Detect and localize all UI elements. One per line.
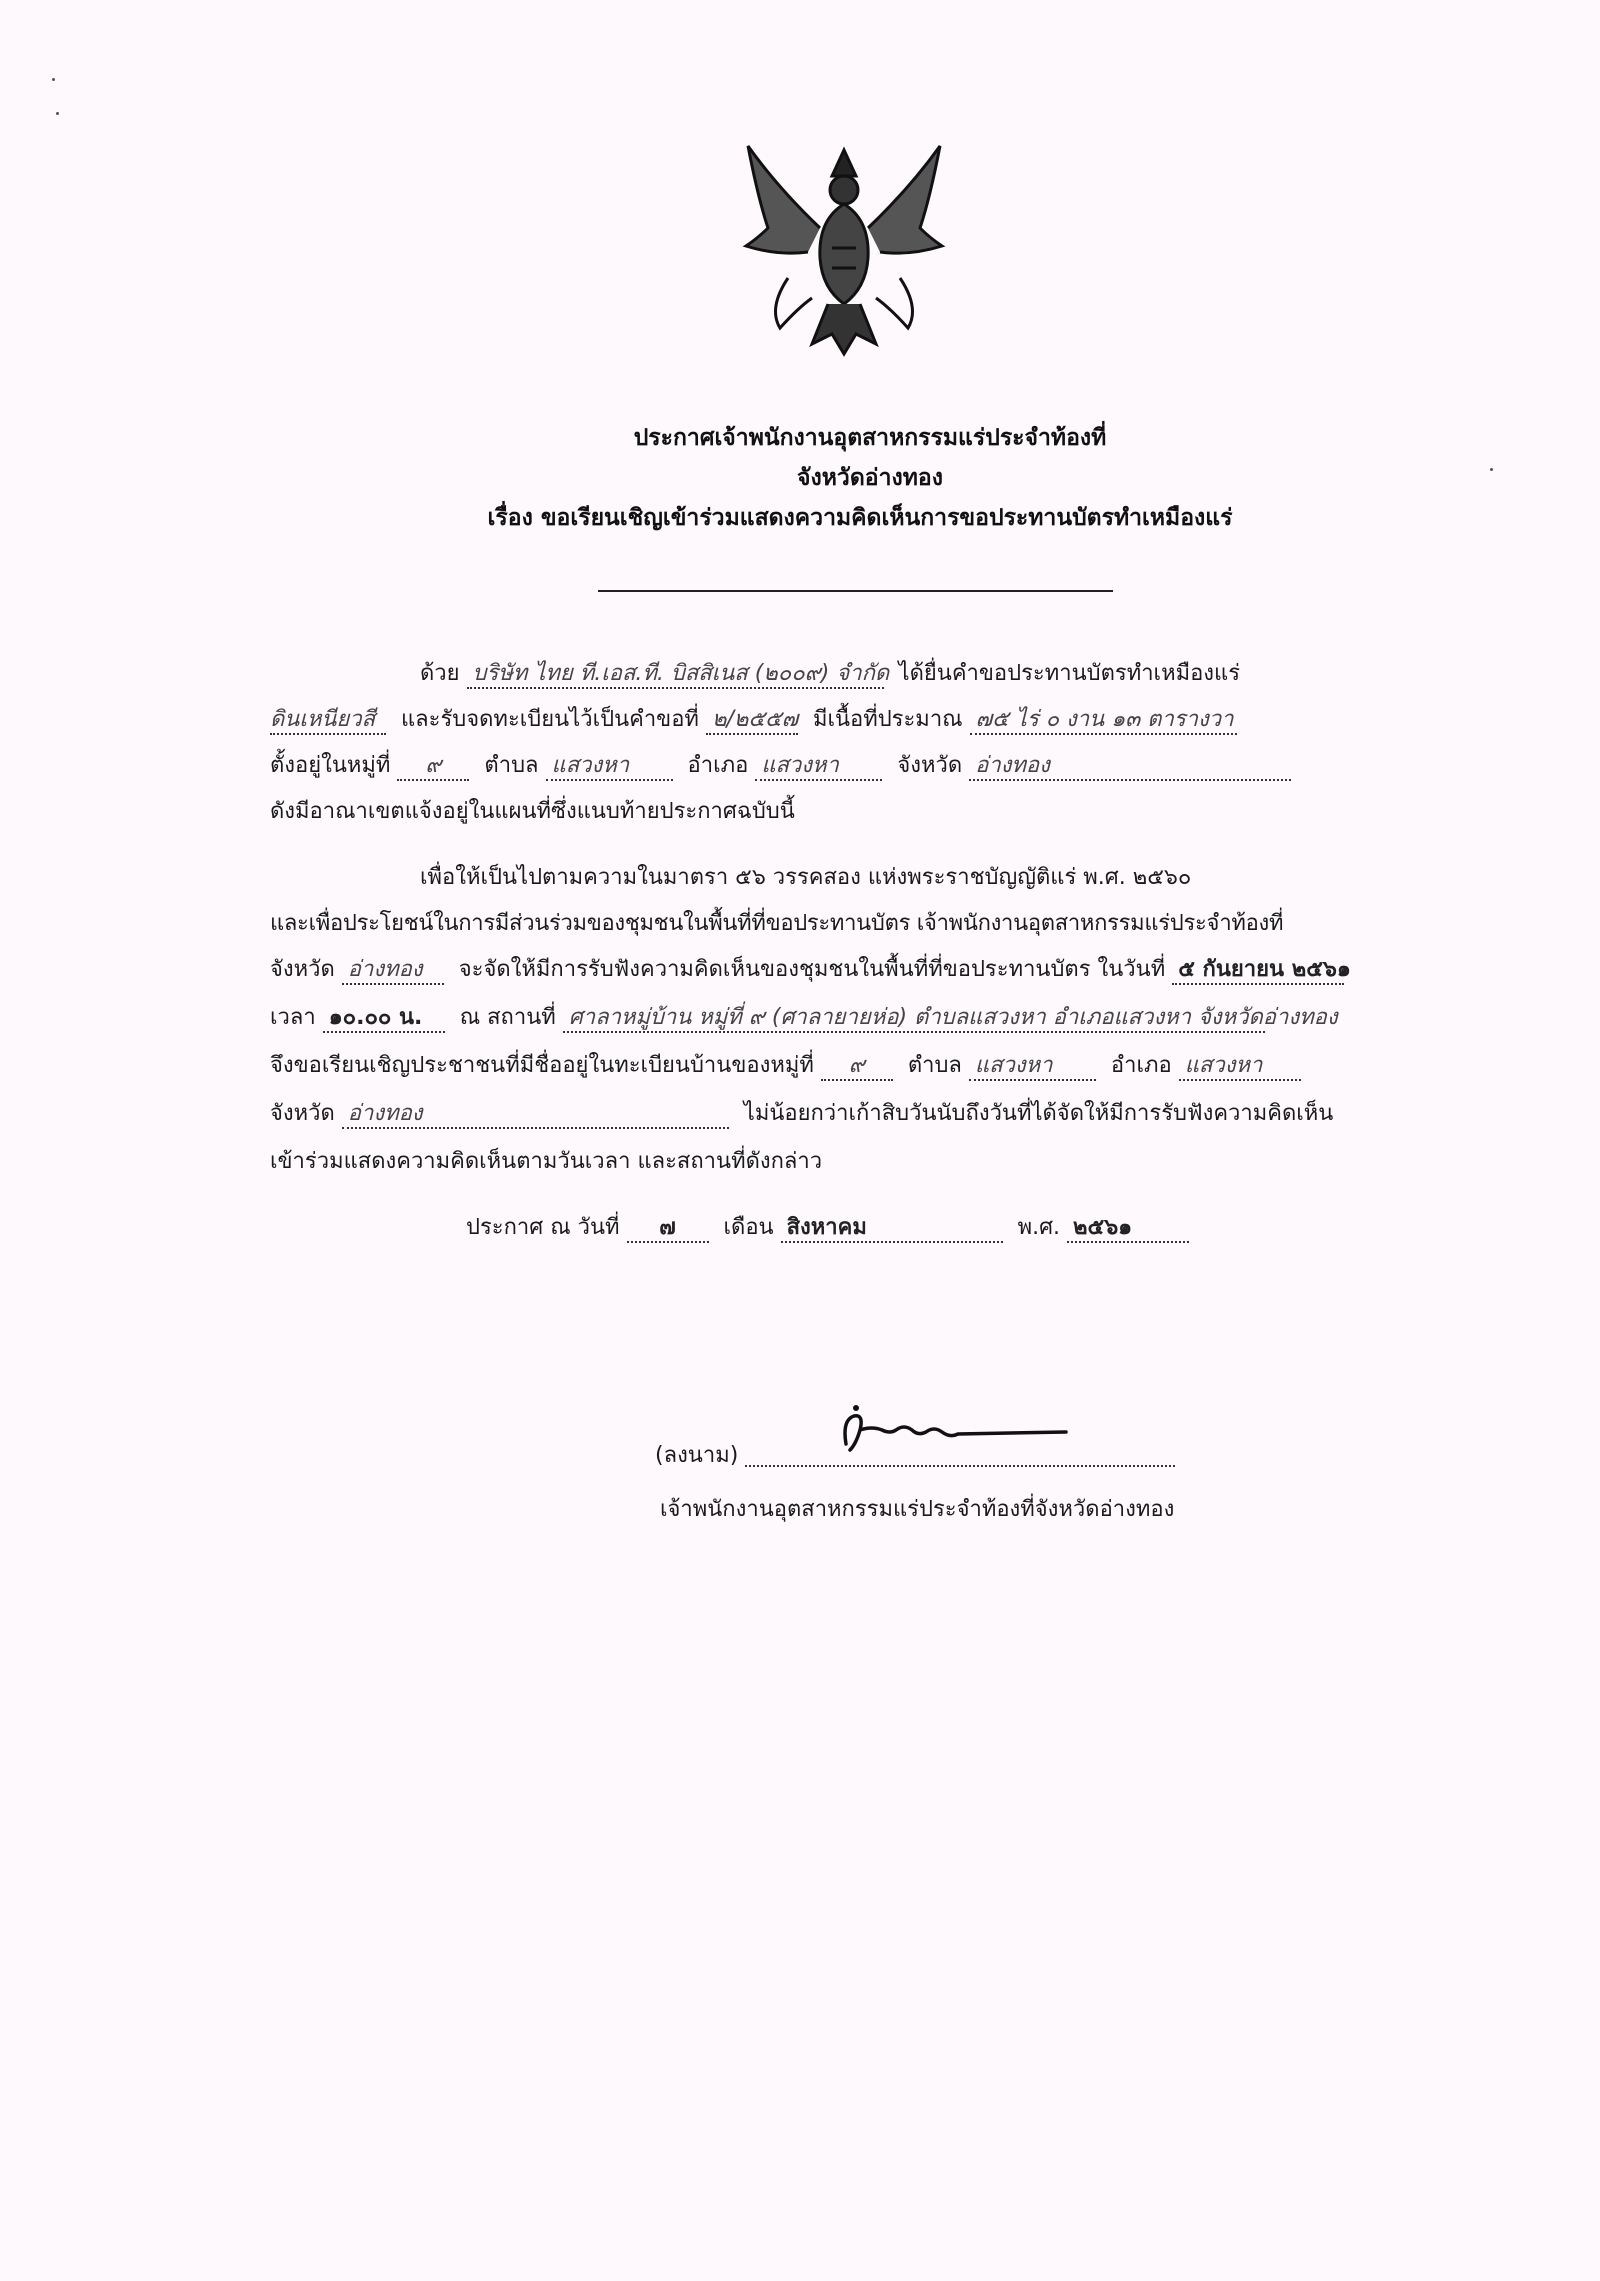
announce-month-field: สิงหาคม: [781, 1215, 1003, 1243]
company-field: บริษัท ไทย ที.เอส.ที. บิสสิเนส (๒๐๐๙) จำกัด: [467, 661, 884, 689]
hearing-date-field: ๕ กันยายน ๒๕๖๑: [1172, 957, 1344, 985]
paragraph-1-line-2: [270, 704, 1460, 736]
invite-province-field: อ่างทอง: [342, 1101, 729, 1129]
signature-line: [655, 1440, 1175, 1472]
signature-dotted-line: [745, 1445, 1175, 1467]
text: ตั้งอยู่ในหมู่ที่: [270, 753, 391, 778]
text: เวลา: [270, 1005, 316, 1030]
invite-moo-field: ๙: [821, 1053, 893, 1081]
text: และเพื่อประโยชน์ในการมีส่วนร่วมของชุมชนในพื้นที่ที่ขอประทานบัตร เจ้าพนักงานอุตสาหกรรมแร่ประจำท้องที่: [270, 911, 1284, 936]
mineral-field: ดินเหนียวสี: [270, 707, 386, 735]
title-divider: [598, 590, 1113, 592]
text: พ.ศ.: [1017, 1215, 1061, 1240]
paragraph-2-line-3: [270, 954, 1460, 986]
paragraph-2-line-7: [270, 1146, 1460, 1178]
text: อำเภอ: [687, 753, 749, 778]
text: เพื่อให้เป็นไปตามความในมาตรา ๕๖ วรรคสอง แห่งพระราชบัญญัติแร่ พ.ศ. ๒๕๖๐: [420, 865, 1192, 890]
text: จึงขอเรียนเชิญประชาชนที่มีชื่ออยู่ในทะเบียนบ้านของหมู่ที่: [270, 1053, 814, 1078]
signature-label: (ลงนาม): [655, 1443, 739, 1468]
text: ด้วย: [420, 661, 460, 686]
area-field: ๗๕ ไร่ ๐ งาน ๑๓ ตารางวา: [970, 707, 1237, 735]
text: อำเภอ: [1110, 1053, 1172, 1078]
invite-tambon-field: แสวงหา: [969, 1053, 1096, 1081]
signatory-position: เจ้าพนักงานอุตสาหกรรมแร่ประจำท้องที่จังหวัดอ่างทอง: [660, 1497, 1175, 1522]
text: จังหวัด: [270, 1101, 335, 1126]
announcement-header: [0, 418, 1600, 538]
announcement-province: จังหวัดอ่างทอง: [797, 465, 943, 491]
announcement-title: ประกาศเจ้าพนักงานอุตสาหกรรมแร่ประจำท้องที่: [633, 425, 1107, 451]
text: ตำบล: [907, 1053, 962, 1078]
text: จังหวัด: [897, 753, 963, 778]
scan-speck: [52, 78, 55, 81]
text: และรับจดทะเบียนไว้เป็นคำขอที่: [401, 707, 699, 732]
text: ณ สถานที่: [459, 1005, 556, 1030]
amphoe-field: แสวงหา: [755, 753, 882, 781]
text: ดังมีอาณาเขตแจ้งอยู่ในแผนที่ซึ่งแนบท้ายประกาศฉบับนี้: [270, 799, 795, 824]
invite-amphoe-field: แสวงหา: [1179, 1053, 1301, 1081]
paragraph-2-line-1: [270, 862, 1460, 894]
text: เข้าร่วมแสดงความคิดเห็นตามวันเวลา และสถานที่ดังกล่าว: [270, 1149, 823, 1174]
province-field: อ่างทอง: [969, 753, 1291, 781]
scan-speck: [56, 112, 59, 115]
garuda-emblem-icon: [728, 128, 960, 360]
hearing-province-field: อ่างทอง: [342, 957, 444, 985]
text: ไม่น้อยกว่าเก้าสิบวันนับถึงวันที่ได้จัดให้มีการรับฟังความคิดเห็น: [743, 1101, 1334, 1126]
moo-field: ๙: [397, 753, 469, 781]
text: มีเนื้อที่ประมาณ: [812, 707, 963, 732]
hearing-place-field: ศาลาหมู่บ้าน หมู่ที่ ๙ (ศาลายายห่อ) ตำบลแสวงหา อำเภอแสวงหา จังหวัดอ่างทอง: [563, 1005, 1265, 1033]
paragraph-2-line-2: [270, 908, 1460, 940]
text: ได้ยื่นคำขอประทานบัตรทำเหมืองแร่: [898, 661, 1241, 686]
paragraph-2-line-6: [270, 1098, 1460, 1130]
text: ตำบล: [484, 753, 539, 778]
tambon-field: แสวงหา: [546, 753, 673, 781]
text: ประกาศ ณ วันที่: [466, 1215, 620, 1240]
text: จะจัดให้มีการรับฟังความคิดเห็นของชุมชนในพื้นที่ที่ขอประทานบัตร ในวันที่: [458, 957, 1166, 982]
announce-day-field: ๗: [627, 1215, 709, 1243]
paragraph-1-line-4: [270, 796, 1460, 828]
paragraph-2-line-4: [270, 1002, 1460, 1034]
paragraph-1-line-1: [270, 658, 1460, 690]
paragraph-2-line-5: [270, 1050, 1460, 1082]
announcement-subject: เรื่อง ขอเรียนเชิญเข้าร่วมแสดงความคิดเห็นการขอประทานบัตรทำเหมืองแร่: [487, 505, 1233, 531]
announcement-date-line: [466, 1212, 1600, 1244]
text: เดือน: [723, 1215, 774, 1240]
text: จังหวัด: [270, 957, 335, 982]
request-number-field: ๒/๒๕๕๗: [706, 707, 798, 735]
hearing-time-field: ๑๐.๐๐ น.: [323, 1005, 445, 1033]
paragraph-1-line-3: [270, 750, 1460, 782]
announce-year-field: ๒๕๖๑: [1067, 1215, 1189, 1243]
